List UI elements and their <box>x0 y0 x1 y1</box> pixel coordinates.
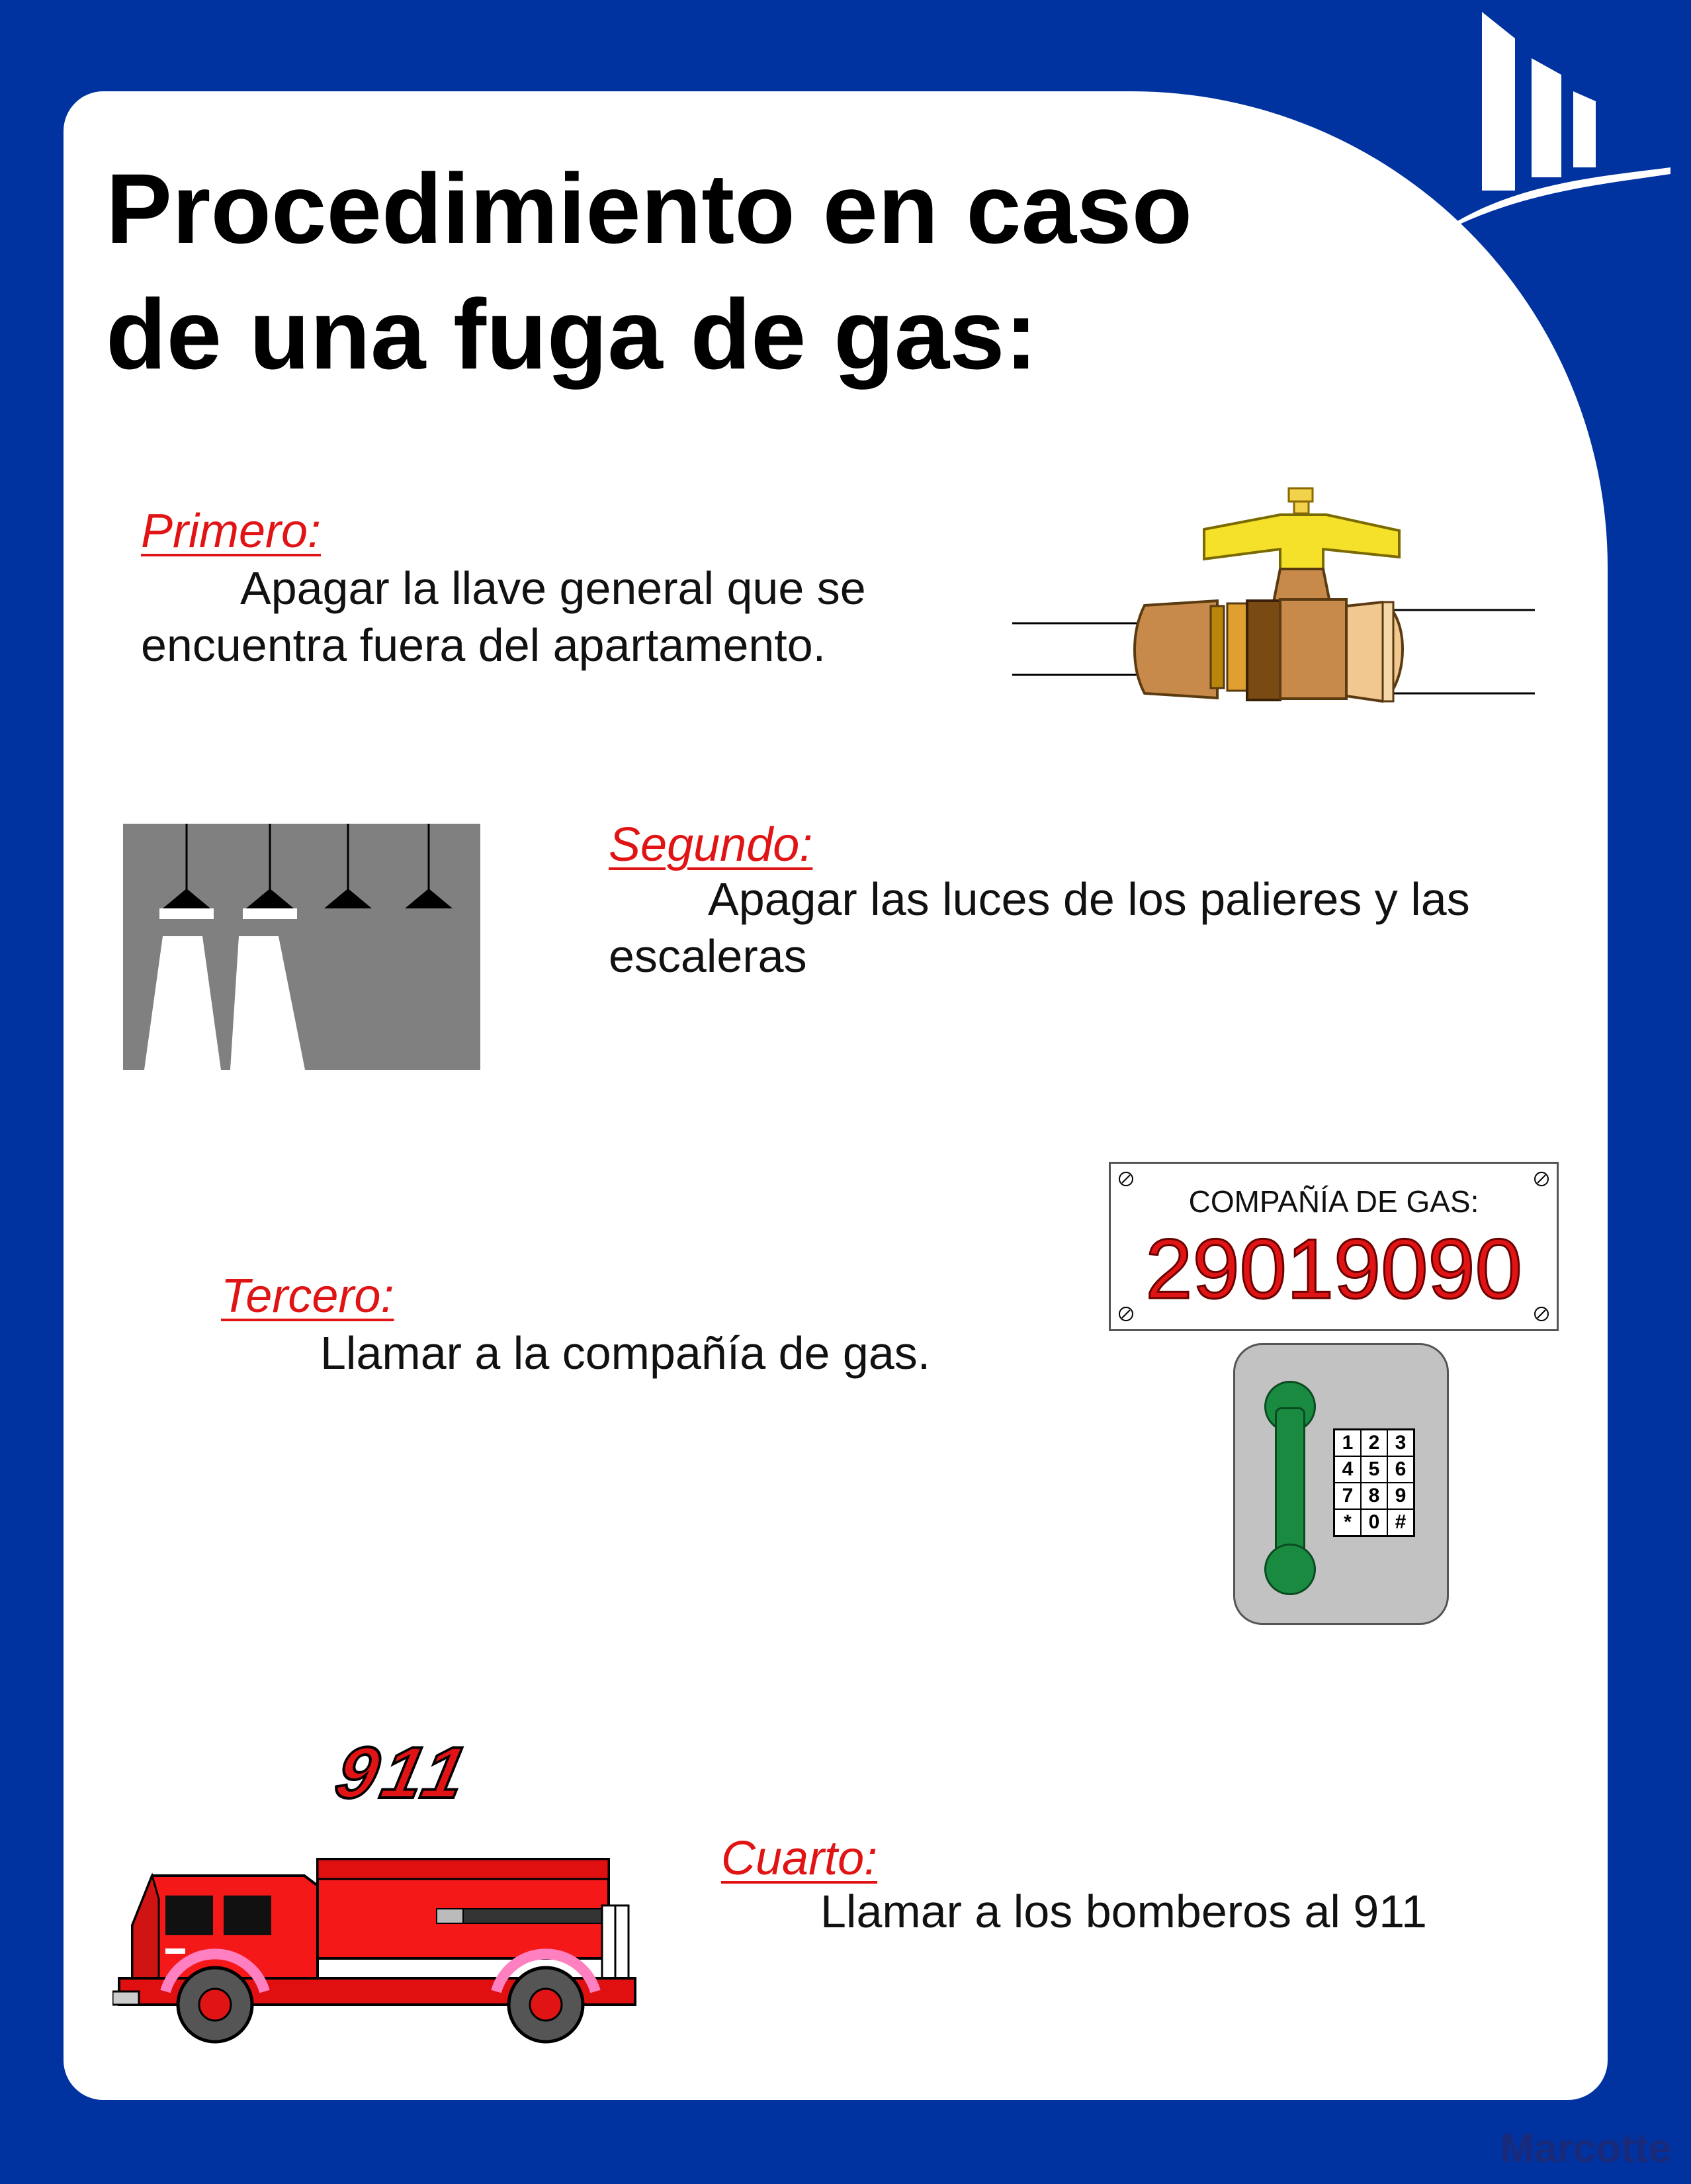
step-1-text: Apagar la llave general que se encuentra fuera del apartamento. <box>141 562 866 671</box>
keypad-key: # <box>1387 1509 1414 1536</box>
keypad-key: 5 <box>1361 1456 1387 1483</box>
gas-valve-icon <box>1012 483 1541 708</box>
step-4-label: Cuarto: <box>721 1832 878 1885</box>
keypad-key: 4 <box>1334 1456 1361 1483</box>
handset-icon <box>1264 1381 1316 1595</box>
gas-sign-heading: COMPAÑÍA DE GAS: <box>1188 1184 1479 1219</box>
keypad-key: 3 <box>1387 1430 1414 1456</box>
step-3-label: Tercero: <box>221 1270 394 1323</box>
step-2-text: Apagar las luces de los palieres y las escaleras <box>609 873 1470 982</box>
keypad-key: * <box>1334 1509 1361 1536</box>
step-2-label: Segundo: <box>609 818 813 871</box>
brand-name: Marcotte <box>1500 2126 1671 2171</box>
keypad-key: 7 <box>1334 1483 1361 1509</box>
gas-company-number: 29019090 <box>1145 1222 1522 1317</box>
step-3-text: Llamar a la compañía de gas. <box>320 1327 931 1379</box>
step-1-label: Primero: <box>141 505 322 558</box>
keypad-key: 6 <box>1387 1456 1414 1483</box>
payphone-icon <box>1233 1343 1449 1625</box>
title-line-2: de una fuga de gas: <box>106 279 1038 390</box>
keypad-key: 9 <box>1387 1483 1414 1509</box>
keypad-key: 1 <box>1334 1430 1361 1456</box>
page-title <box>106 146 1192 397</box>
step-4-text: Llamar a los bomberos al 911 <box>820 1886 1427 1937</box>
fire-truck-icon <box>112 1846 655 2044</box>
emergency-number-graphic: 911 <box>329 1732 478 1813</box>
title-line-1: Procedimiento en caso <box>106 153 1193 264</box>
keypad-key: 8 <box>1361 1483 1387 1509</box>
keypad-key: 0 <box>1361 1509 1387 1536</box>
gas-company-sign <box>1109 1162 1559 1331</box>
keypad <box>1333 1428 1415 1537</box>
keypad-key: 2 <box>1361 1430 1387 1456</box>
logo-icon <box>1422 12 1674 250</box>
hanging-lamps-icon <box>123 824 480 1070</box>
